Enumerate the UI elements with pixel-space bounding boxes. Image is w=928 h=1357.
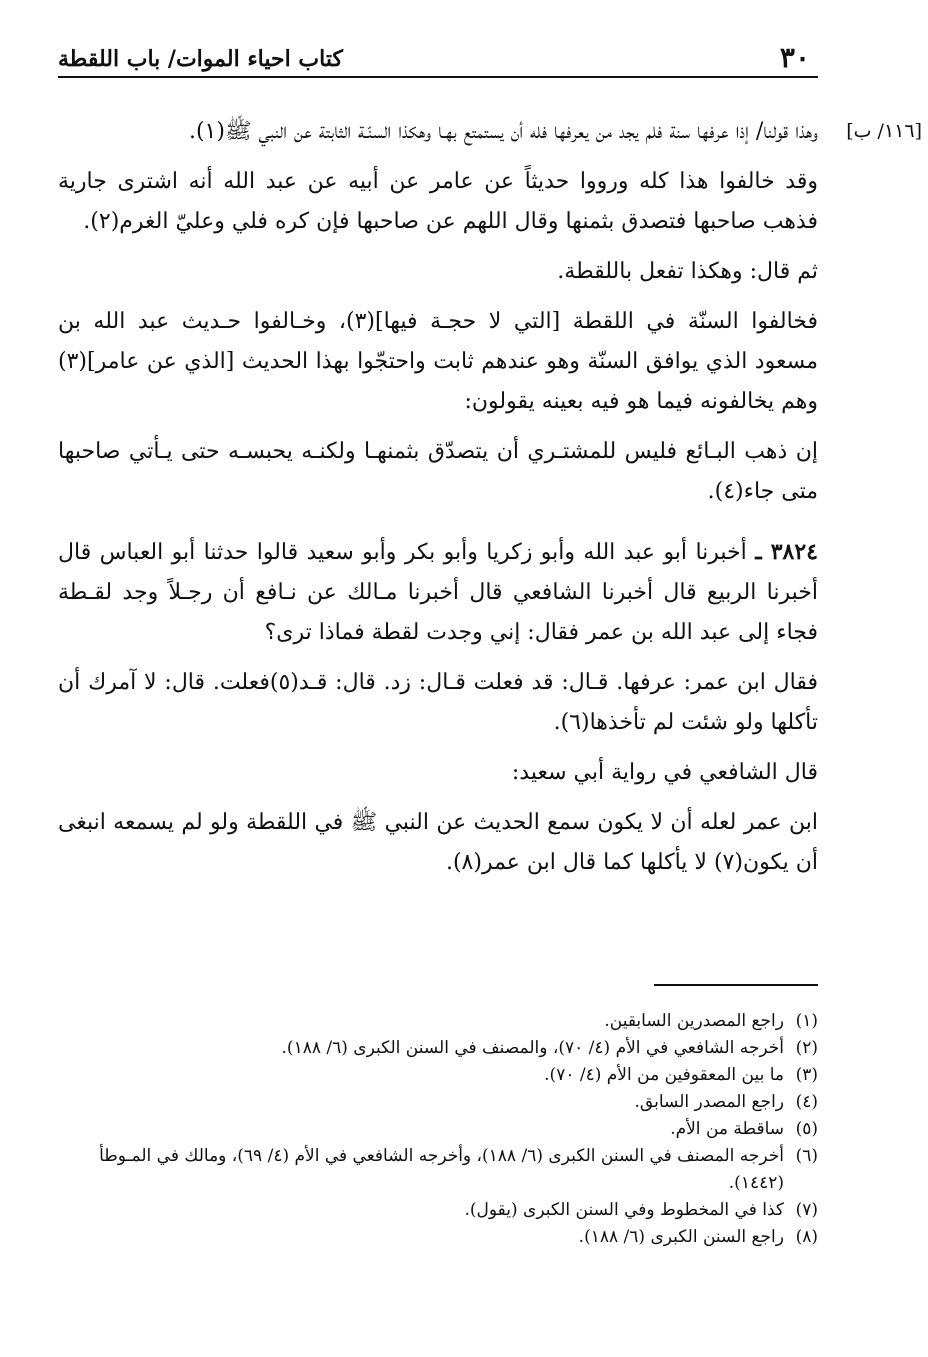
footnote-text: ساقطة من الأم. bbox=[670, 1119, 784, 1139]
footnote bbox=[58, 1035, 818, 1062]
footnote-number: (٨) bbox=[795, 1227, 818, 1247]
footnote-number: (٥) bbox=[795, 1119, 818, 1139]
paragraph: وهذا قولنا/ إذا عرفها سنة فلم يجد من يعرفها فله أن يستمتع بهـا وهكذا السنّـة الثابتة عن النبي ﷺ(١). bbox=[188, 119, 818, 144]
paragraph: فقال ابن عمر: عرفها. قـال: قد فعلت قـال: زد. قال: قـد(٥)فعلت. قال: لا آمرك أن تأكلها ولو شئت لم تأخذها(٦). bbox=[58, 670, 819, 735]
main-text bbox=[58, 112, 818, 893]
footnote-number: (١) bbox=[795, 1011, 818, 1031]
footnote-text: ما بين المعقوفين من الأم (٤/ ٧٠). bbox=[544, 1065, 784, 1085]
footnote-text: راجع المصدر السابق. bbox=[634, 1092, 784, 1112]
paragraph: ثم قال: وهكذا تفعل باللقطة. bbox=[557, 259, 818, 284]
footnote bbox=[58, 1089, 818, 1116]
footnote bbox=[58, 1197, 818, 1224]
footnote-text: كذا في المخطوط وفي السنن الكبرى (يقول). bbox=[464, 1200, 784, 1220]
footnote-text: أخرجه الشافعي في الأم (٤/ ٧٠)، والمصنف في السنن الكبرى (٦/ ١٨٨). bbox=[281, 1038, 784, 1058]
footnote bbox=[58, 1116, 818, 1143]
page-number: ٣٠ bbox=[779, 41, 810, 74]
manuscript-folio-reference: [١١٦/ ب] bbox=[846, 120, 922, 142]
footnote bbox=[58, 1062, 818, 1089]
footnote-number: (٤) bbox=[795, 1092, 818, 1112]
hadith-number: ٣٨٢٤ ـ bbox=[755, 539, 818, 565]
footnote bbox=[58, 1008, 818, 1035]
footnote-separator bbox=[654, 984, 818, 986]
footnote-number: (٣) bbox=[795, 1065, 818, 1085]
footnote-text: راجع المصدرين السابقين. bbox=[604, 1011, 784, 1031]
hadith-paragraph bbox=[58, 532, 818, 653]
hadith-text: أخبرنا أبو عبد الله وأبو زكريا وأبو بكر وأبو سعيد قالوا حدثنا أبو العباس قال أخبرنا الربيع قال أخبرنا الشافعي قال أخبرنا مـالك عن نـافع أن رجـلاً وجد لقـطة فجاء إلى عبد الله بن عمر فقال: إني وجدت لقطة فماذا ترى؟ bbox=[58, 540, 818, 645]
footnote bbox=[58, 1143, 818, 1197]
footnotes bbox=[58, 1008, 818, 1251]
paragraph: إن ذهب البـائع فليس للمشتـري أن يتصدّق بثمنهـا ولكنـه يحبسـه حتى يـأتي صاحبها متى جاء(٤). bbox=[58, 439, 818, 504]
footnote bbox=[58, 1224, 818, 1251]
footnote-number: (٢) bbox=[795, 1038, 818, 1058]
running-title: كتاب احياء الموات/ باب اللقطة bbox=[58, 46, 343, 72]
footnote-text: راجع السنن الكبرى (٦/ ١٨٨). bbox=[578, 1227, 784, 1247]
paragraph: فخالفوا السنّة في اللقطة [التي لا حجـة فيها](٣)، وخـالفوا حـديث عبد الله بن مسعود الذي يوافق السنّة وهو عندهم ثابت واحتجّوا بهذا الحديث [الذي عن عامر](٣) وهم يخالفونه فيما هو فيه بعينه يقولون: bbox=[58, 309, 818, 414]
paragraph: ابن عمر لعله أن لا يكون سمع الحديث عن النبي ﷺ في اللقطة ولو لم يسمعه انبغى أن يكون(٧) لا يأكلها كما قال ابن عمر(٨). bbox=[58, 810, 818, 875]
footnote-number: (٦) bbox=[795, 1146, 818, 1166]
paragraph: وقد خالفوا هذا كله ورووا حديثاً عن عامر عن أبيه عن عبد الله أنه اشترى جارية فذهب صاحبها فتصدق بثمنها وقال اللهم عن صاحبها فإن كره فلي وعليّ الغرم(٢). bbox=[58, 169, 818, 234]
footnote-number: (٧) bbox=[795, 1200, 818, 1220]
paragraph: قال الشافعي في رواية أبي سعيد: bbox=[511, 760, 818, 785]
footnote-text: أخرجه المصنف في السنن الكبرى (٦/ ١٨٨)، وأخرجه الشافعي في الأم (٤/ ٦٩)، ومالك في المـوطأ (١٤٤٢). bbox=[99, 1146, 784, 1193]
page-header bbox=[58, 40, 818, 78]
